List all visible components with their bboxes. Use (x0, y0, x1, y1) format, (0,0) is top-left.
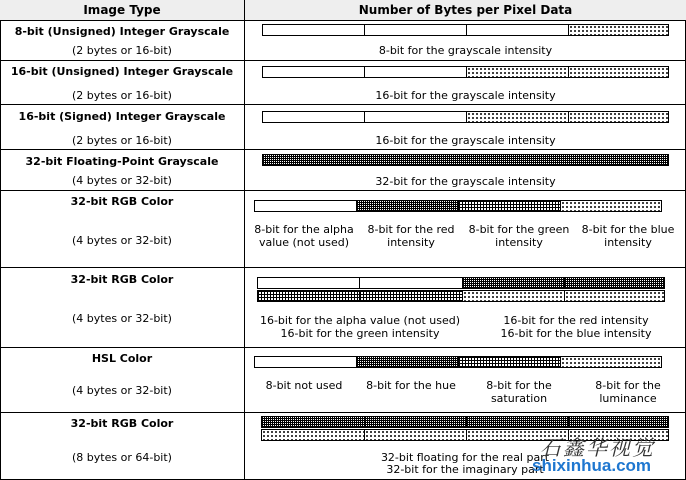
byte-label: 8-bit not used (265, 379, 343, 392)
bit-bar (262, 66, 669, 78)
row-size: (2 bytes or 16-bit) (72, 134, 172, 147)
byte-label: 8-bit for the red intensity (367, 223, 455, 249)
byte-label: 8-bit for the blue intensity (581, 223, 675, 249)
byte-label: 32-bit for the grayscale intensity (375, 175, 556, 188)
byte-label: 8-bit for the luminance (595, 379, 661, 405)
byte-label: 8-bit for the hue (366, 379, 456, 392)
byte-label: 8-bit for the grayscale intensity (378, 44, 553, 57)
header-image-type: Image Type (0, 0, 244, 21)
bit-bar-top (257, 277, 665, 289)
byte-label: 8-bit for the saturation (486, 379, 552, 405)
row-title: 8-bit (Unsigned) Integer Grayscale (14, 25, 230, 38)
byte-label: 16-bit for the grayscale intensity (375, 89, 556, 102)
row-divider (0, 190, 686, 191)
row-size: (2 bytes or 16-bit) (72, 44, 172, 57)
byte-label: 16-bit for the blue intensity (500, 327, 652, 340)
bit-bar-top (261, 416, 669, 428)
row-title: HSL Color (91, 352, 153, 365)
row-title: 16-bit (Signed) Integer Grayscale (18, 110, 226, 123)
row-size: (4 bytes or 32-bit) (72, 234, 172, 247)
row-divider (0, 104, 686, 105)
row-size: (4 bytes or 32-bit) (72, 384, 172, 397)
row-size: (2 bytes or 16-bit) (72, 89, 172, 102)
column-divider (244, 0, 245, 480)
byte-label: 16-bit for the green intensity (280, 327, 440, 340)
byte-label: 16-bit for the red intensity (503, 314, 649, 327)
row-title: 16-bit (Unsigned) Integer Grayscale (10, 65, 234, 78)
byte-label: 32-bit for the imaginary part (386, 463, 544, 476)
row-divider (0, 267, 686, 268)
row-divider (0, 60, 686, 61)
bit-bar (254, 200, 662, 212)
row-title: 32-bit Floating-Point Grayscale (25, 155, 219, 168)
byte-label: 32-bit floating for the real part (380, 451, 550, 464)
watermark-url: shixinhua.com (532, 456, 652, 475)
row-title: 32-bit RGB Color (70, 273, 174, 286)
row-size: (8 bytes or 64-bit) (72, 451, 172, 464)
row-divider (0, 412, 686, 413)
row-title: 32-bit RGB Color (70, 195, 174, 208)
row-divider (0, 149, 686, 150)
watermark-chinese: 石鑫华视觉 (540, 436, 655, 460)
bit-bar (254, 356, 662, 368)
row-divider (0, 347, 686, 348)
byte-label: 8-bit for the alpha value (not used) (254, 223, 354, 249)
row-title: 32-bit RGB Color (70, 417, 174, 430)
header-bytes-per-pixel: Number of Bytes per Pixel Data (245, 0, 686, 21)
byte-label: 16-bit for the grayscale intensity (375, 134, 556, 147)
bit-bar (262, 24, 669, 36)
bit-bar (262, 111, 669, 123)
bit-bar (262, 154, 669, 166)
row-size: (4 bytes or 32-bit) (72, 312, 172, 325)
row-size: (4 bytes or 32-bit) (72, 174, 172, 187)
byte-label: 16-bit for the alpha value (not used) (259, 314, 461, 327)
bit-bar-bottom (257, 290, 665, 302)
byte-label: 8-bit for the green intensity (468, 223, 570, 249)
